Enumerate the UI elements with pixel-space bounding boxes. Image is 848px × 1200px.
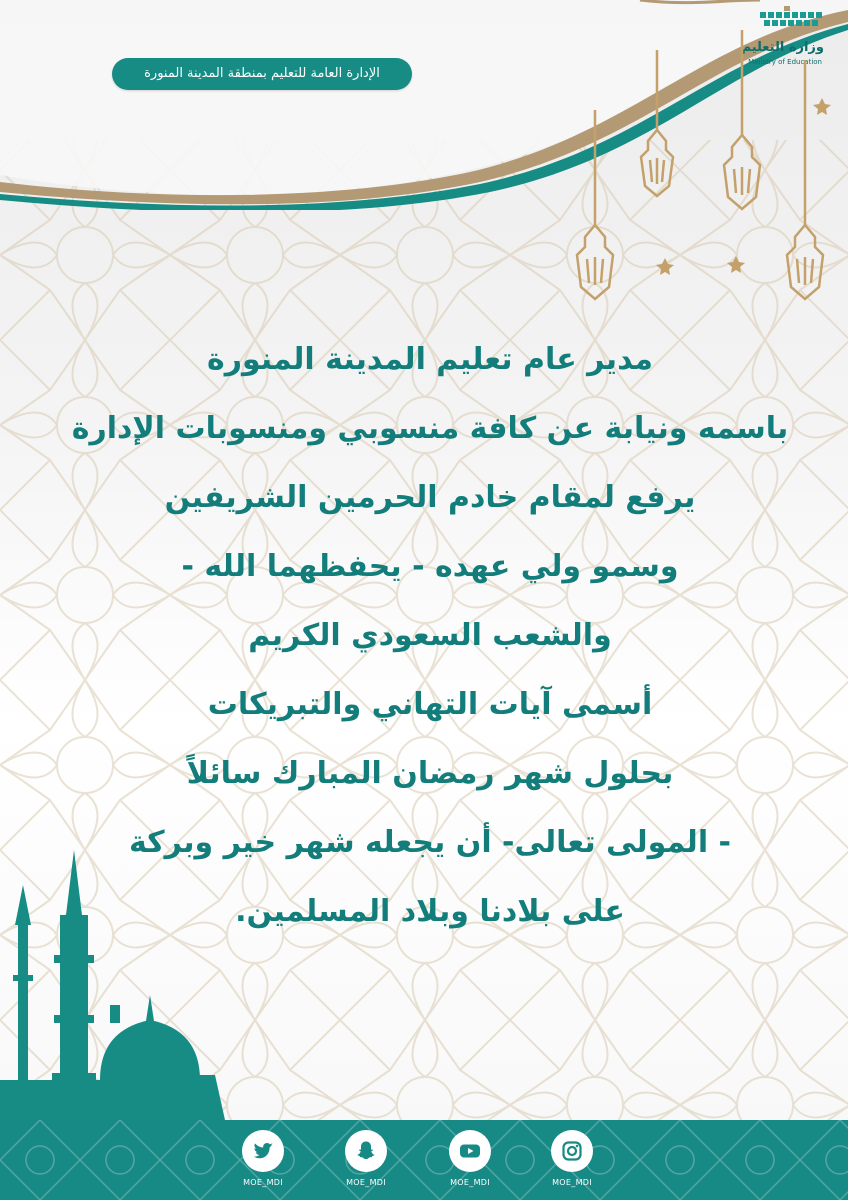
- instagram-icon[interactable]: [551, 1130, 593, 1172]
- message-line: - المولى تعالى- أن يجعله شهر خير وبركة: [128, 825, 732, 860]
- message-line: باسمه ونيابة عن كافة منسوبي ومنسوبات الإدارة: [71, 411, 789, 446]
- footer-pattern: [0, 1120, 848, 1200]
- social-handle: MOE_MDI: [346, 1178, 386, 1187]
- lanterns-decoration: [560, 0, 848, 310]
- social-handle: MOE_MDI: [243, 1178, 283, 1187]
- department-badge: الإدارة العامة للتعليم بمنطقة المدينة المنورة: [112, 58, 412, 90]
- youtube-link[interactable]: [440, 1130, 500, 1196]
- twitter-icon[interactable]: [242, 1130, 284, 1172]
- footer-bar: [0, 1120, 848, 1200]
- mosque-silhouette: [0, 845, 230, 1120]
- message-line: على بلادنا وبلاد المسلمين.: [235, 894, 625, 929]
- message-line: وسمو ولي عهده - يحفظهما الله -: [181, 549, 679, 584]
- message-line: يرفع لمقام خادم الحرمين الشريفين: [164, 480, 696, 515]
- snapchat-icon[interactable]: [345, 1130, 387, 1172]
- social-handle: MOE_MDI: [450, 1178, 490, 1187]
- message-line: أسمى آيات التهاني والتبريكات: [207, 687, 653, 722]
- youtube-icon[interactable]: [449, 1130, 491, 1172]
- twitter-link[interactable]: [233, 1130, 293, 1196]
- message-line: والشعب السعودي الكريم: [248, 618, 612, 653]
- snapchat-link[interactable]: [336, 1130, 396, 1196]
- social-handle: MOE_MDI: [552, 1178, 592, 1187]
- ministry-name-english: Ministry of Education: [748, 58, 822, 66]
- message-line: بحلول شهر رمضان المبارك سائلاً: [186, 756, 674, 791]
- instagram-link[interactable]: [542, 1130, 602, 1196]
- ministry-name-arabic: وزارة التعليم: [741, 40, 824, 55]
- message-line: مدير عام تعليم المدينة المنورة: [207, 342, 653, 377]
